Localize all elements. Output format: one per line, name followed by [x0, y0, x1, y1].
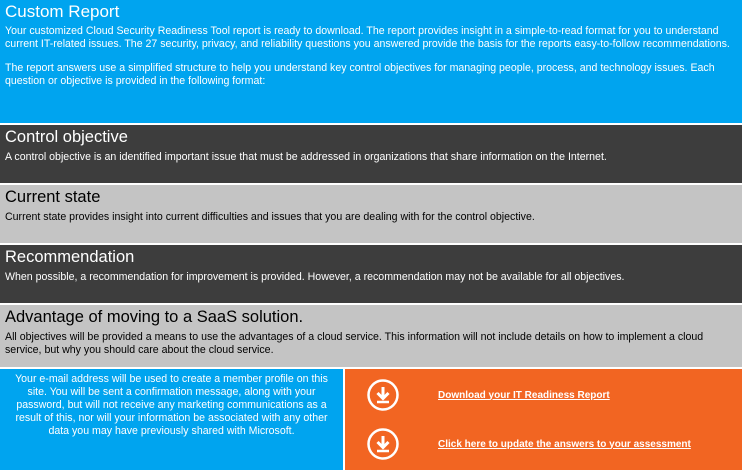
section-title: Current state	[5, 188, 101, 206]
update-answers-link[interactable]: Click here to update the answers to your assessment	[438, 438, 691, 450]
format-paragraph: The report answers use a simplified structure to help you understand key control objectives for managing people, process, and technology issues. Each question or objective is provided in the following format:	[5, 62, 715, 87]
download-report-action[interactable]	[345, 371, 742, 419]
section-text: Current state provides insight into current difficulties and issues that you are dealing with for the control objective.	[5, 211, 535, 223]
intro-paragraph: Your customized Cloud Security Readiness Tool report is ready to download. The report provides insight in a simple-to-read format for you to understand current IT-related issues. The 27 security, privacy, and reliability questions you answered provide the basis for the reports easy-to-follow recommendations.	[5, 25, 730, 50]
download-report-link[interactable]: Download your IT Readiness Report	[438, 389, 610, 401]
page-title: Custom Report	[5, 2, 120, 21]
recommendation-section	[0, 245, 742, 303]
section-title: Control objective	[5, 128, 128, 146]
section-title: Recommendation	[5, 248, 135, 266]
actions-panel	[345, 369, 742, 470]
update-answers-action[interactable]	[345, 420, 742, 468]
section-text: A control objective is an identified important issue that must be addressed in organizations that share information on the Internet.	[5, 151, 607, 163]
section-text: When possible, a recommendation for improvement is provided. However, a recommendation may not be available for all objectives.	[5, 271, 625, 283]
privacy-notice: Your e-mail address will be used to create a member profile on this site. You will be sent a confirmation message, along with your password, but will not receive any marketing communications as a result of this, nor will your information be associated with any other data you may have previously shared with Microsoft.	[0, 369, 343, 470]
download-icon[interactable]	[366, 378, 400, 412]
current-state-section	[0, 185, 742, 243]
section-title: Advantage of moving to a SaaS solution.	[5, 308, 304, 326]
control-objective-section	[0, 125, 742, 183]
download-icon[interactable]	[366, 427, 400, 461]
report-header	[0, 0, 742, 123]
section-text: All objectives will be provided a means to use the advantages of a cloud service. This information will not include details on how to implement a cloud service, but why you should care about the cloud service.	[5, 331, 704, 356]
saas-advantage-section	[0, 305, 742, 367]
